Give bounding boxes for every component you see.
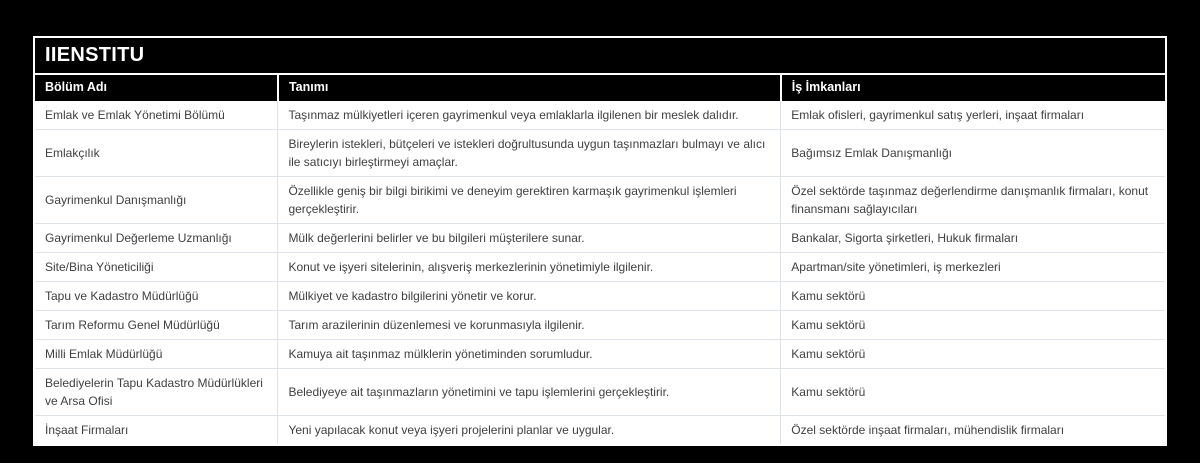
tanimi-cell: Mülk değerlerini belirler ve bu bilgileri müşterilere sunar.: [278, 223, 781, 252]
is-imkanlari-cell: Kamu sektörü: [781, 339, 1165, 368]
bolum-adi-cell: İnşaat Firmaları: [35, 415, 278, 444]
table-row: [35, 223, 1165, 252]
is-imkanlari-cell: Kamu sektörü: [781, 281, 1165, 310]
tanimi-cell: Taşınmaz mülkiyetleri içeren gayrimenkul veya emlaklarla ilgilenen bir meslek dalıdır.: [278, 101, 781, 130]
table-row: [35, 176, 1165, 223]
bolum-adi-cell: Tarım Reformu Genel Müdürlüğü: [35, 310, 278, 339]
tanimi-cell: Kamuya ait taşınmaz mülklerin yönetiminden sorumludur.: [278, 339, 781, 368]
brand-title: IIENSTITU: [35, 38, 1165, 73]
column-header-tanimi: Tanımı: [278, 75, 781, 101]
table-row: [35, 415, 1165, 444]
tanimi-cell: Mülkiyet ve kadastro bilgilerini yönetir ve korur.: [278, 281, 781, 310]
table-row: [35, 310, 1165, 339]
bolum-adi-cell: Belediyelerin Tapu Kadastro Müdürlükleri ve Arsa Ofisi: [35, 368, 278, 415]
table-row: [35, 129, 1165, 176]
tanimi-cell: Belediyeye ait taşınmazların yönetimini ve tapu işlemlerini gerçekleştirir.: [278, 368, 781, 415]
bolum-adi-cell: Site/Bina Yöneticiliği: [35, 252, 278, 281]
is-imkanlari-cell: Bankalar, Sigorta şirketleri, Hukuk firmaları: [781, 223, 1165, 252]
table-row: [35, 281, 1165, 310]
bolum-adi-cell: Gayrimenkul Danışmanlığı: [35, 176, 278, 223]
is-imkanlari-cell: Emlak ofisleri, gayrimenkul satış yerleri, inşaat firmaları: [781, 101, 1165, 130]
is-imkanlari-cell: Kamu sektörü: [781, 368, 1165, 415]
tanimi-cell: Yeni yapılacak konut veya işyeri projelerini planlar ve uygular.: [278, 415, 781, 444]
table-row: [35, 368, 1165, 415]
bolum-adi-cell: Emlakçılık: [35, 129, 278, 176]
is-imkanlari-cell: Özel sektörde taşınmaz değerlendirme danışmanlık firmaları, konut finansmanı sağlayıcıları: [781, 176, 1165, 223]
tanimi-cell: Özellikle geniş bir bilgi birikimi ve deneyim gerektiren karmaşık gayrimenkul işlemleri gerçekleştirir.: [278, 176, 781, 223]
is-imkanlari-cell: Bağımsız Emlak Danışmanlığı: [781, 129, 1165, 176]
departments-table: [35, 75, 1165, 444]
tanimi-cell: Konut ve işyeri sitelerinin, alışveriş merkezlerinin yönetimiyle ilgilenir.: [278, 252, 781, 281]
column-header-bolum-adi: Bölüm Adı: [35, 75, 278, 101]
table-card: [33, 36, 1167, 446]
bolum-adi-cell: Milli Emlak Müdürlüğü: [35, 339, 278, 368]
table-header: [35, 75, 1165, 101]
bolum-adi-cell: Emlak ve Emlak Yönetimi Bölümü: [45, 107, 225, 122]
is-imkanlari-cell: Apartman/site yönetimleri, iş merkezleri: [781, 252, 1165, 281]
is-imkanlari-cell: Özel sektörde inşaat firmaları, mühendislik firmaları: [781, 415, 1165, 444]
bolum-adi-cell: Gayrimenkul Değerleme Uzmanlığı: [35, 223, 278, 252]
tanimi-cell: Bireylerin istekleri, bütçeleri ve istekleri doğrultusunda uygun taşınmazları bulmayı ve alıcı ile satıcıyı birleştirmeyi amaçlar.: [278, 129, 781, 176]
table-row: [35, 252, 1165, 281]
table-row: [35, 101, 1165, 130]
table-body: [35, 101, 1165, 444]
tanimi-cell: Tarım arazilerinin düzenlemesi ve korunmasıyla ilgilenir.: [278, 310, 781, 339]
is-imkanlari-cell: Kamu sektörü: [781, 310, 1165, 339]
bolum-adi-cell: Tapu ve Kadastro Müdürlüğü: [35, 281, 278, 310]
header-row: [35, 75, 1165, 101]
table-row: [35, 339, 1165, 368]
column-header-is-imkanlari: İş İmkanları: [781, 75, 1165, 101]
